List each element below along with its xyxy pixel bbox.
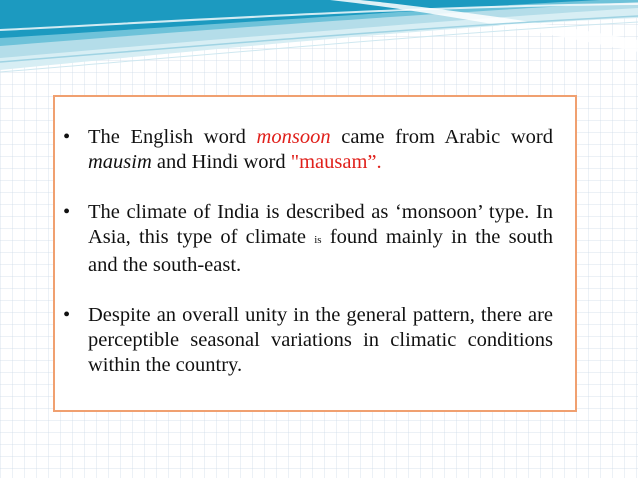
term-monsoon: monsoon [256, 126, 331, 148]
bullet-list [63, 125, 553, 378]
bullet-monsoon-origin: • The English word monsoon came from Arabic word mausim and Hindi word "mausam”. [63, 125, 553, 175]
content-box [53, 95, 577, 412]
header-swoosh-decoration [0, 0, 638, 80]
bullet-seasonal-variations: • Despite an overall unity in the general pattern, there are perceptible seasonal variations in climatic conditions within the country. [63, 303, 553, 378]
bullet-climate-type: • The climate of India is described as ‘monsoon’ type. In Asia, this type of climate is found mainly in the south and the south-east. [63, 200, 553, 278]
term-mausam: "mausam”. [290, 151, 382, 173]
term-mausim: mausim [88, 151, 152, 173]
